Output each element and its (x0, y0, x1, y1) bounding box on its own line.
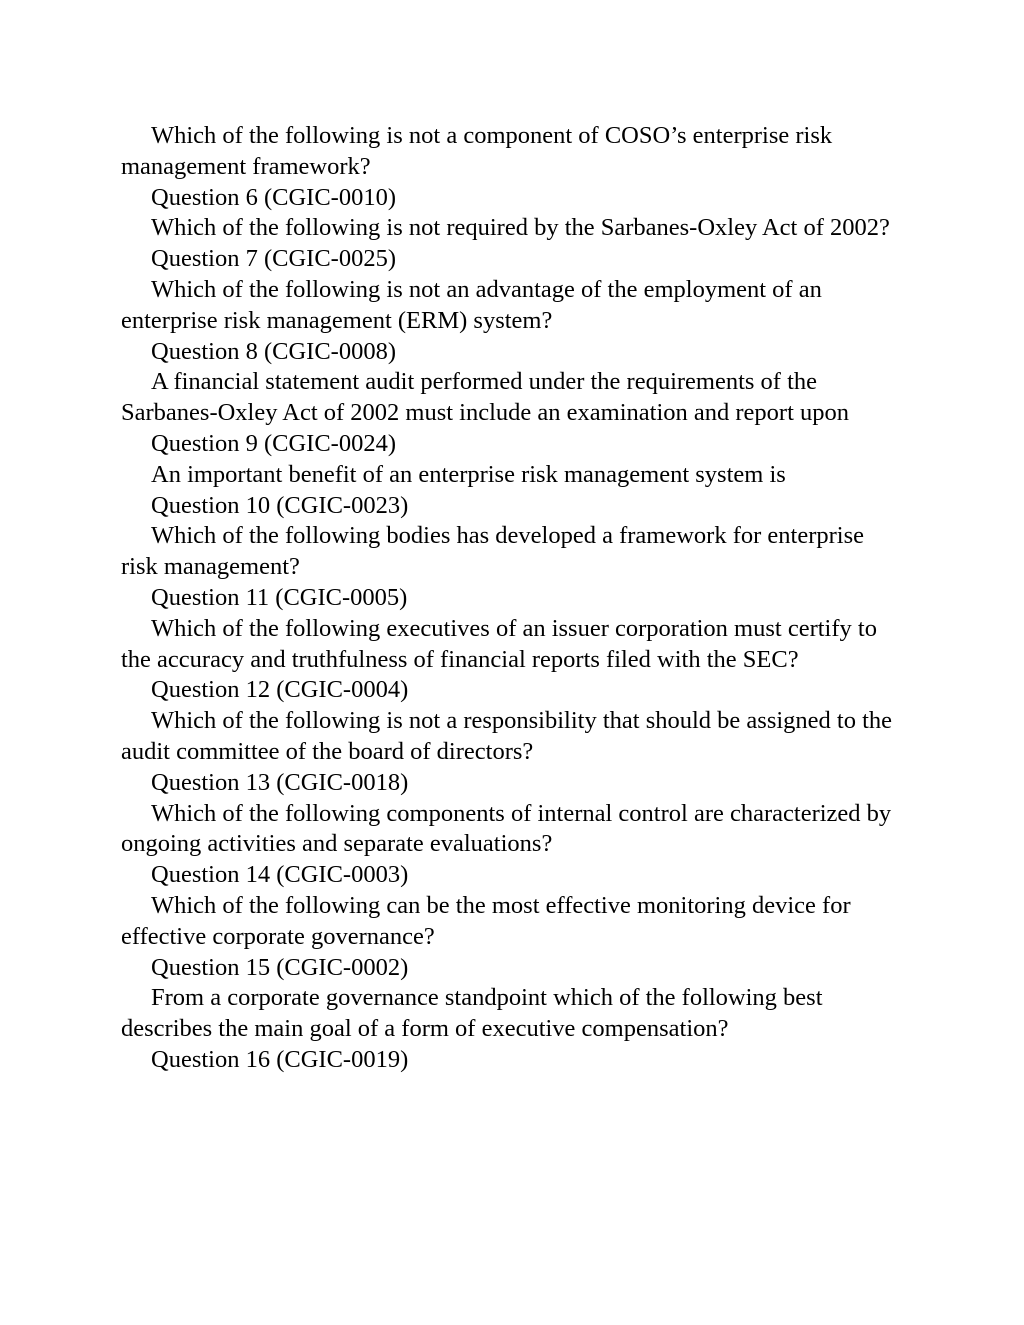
question-heading: Question 14 (CGIC-0003) (151, 861, 409, 889)
question-text: Which of the following bodies has developed a framework for enterprise risk management? (121, 522, 864, 581)
question-heading: Question 10 (CGIC-0023) (151, 491, 409, 519)
question-text: Which of the following is not a component of COSO’s enterprise risk management framework? (121, 122, 833, 180)
question-heading: Question 13 (CGIC-0018) (151, 768, 409, 796)
question-text: Which of the following is not required by the Sarbanes-Oxley Act of 2002? (151, 214, 890, 242)
question-heading: Question 8 (CGIC-0008) (151, 337, 396, 365)
document-body (121, 121, 906, 1076)
question-text: Which of the following is not a responsibility that should be assigned to the audit committee of the board of directors? (121, 707, 893, 765)
question-heading: Question 15 (CGIC-0002) (151, 953, 409, 981)
question-heading: Question 6 (CGIC-0010) (151, 183, 396, 211)
question-heading: Question 9 (CGIC-0024) (151, 429, 396, 457)
question-heading: Question 16 (CGIC-0019) (151, 1045, 409, 1073)
question-text: An important benefit of an enterprise risk management system is (151, 460, 786, 488)
question-text: Which of the following executives of an issuer corporation must certify to the accuracy and truthfulness of financial reports filed with the SEC? (121, 614, 877, 673)
question-text: From a corporate governance standpoint which of the following best describes the main goal of a form of executive compensation? (121, 984, 823, 1043)
question-text: Which of the following can be the most effective monitoring device for effective corporate governance? (121, 891, 851, 950)
question-heading: Question 7 (CGIC-0025) (151, 245, 396, 273)
question-text: Which of the following is not an advantage of the employment of an enterprise risk management (ERM) system? (121, 275, 822, 334)
question-heading: Question 11 (CGIC-0005) (151, 583, 408, 611)
question-text: Which of the following components of internal control are characterized by ongoing activities and separate evaluations? (121, 799, 892, 858)
question-text: A financial statement audit performed under the requirements of the Sarbanes-Oxley Act of 2002 must include an examination and report upon (121, 368, 850, 427)
question-heading: Question 12 (CGIC-0004) (151, 676, 409, 704)
